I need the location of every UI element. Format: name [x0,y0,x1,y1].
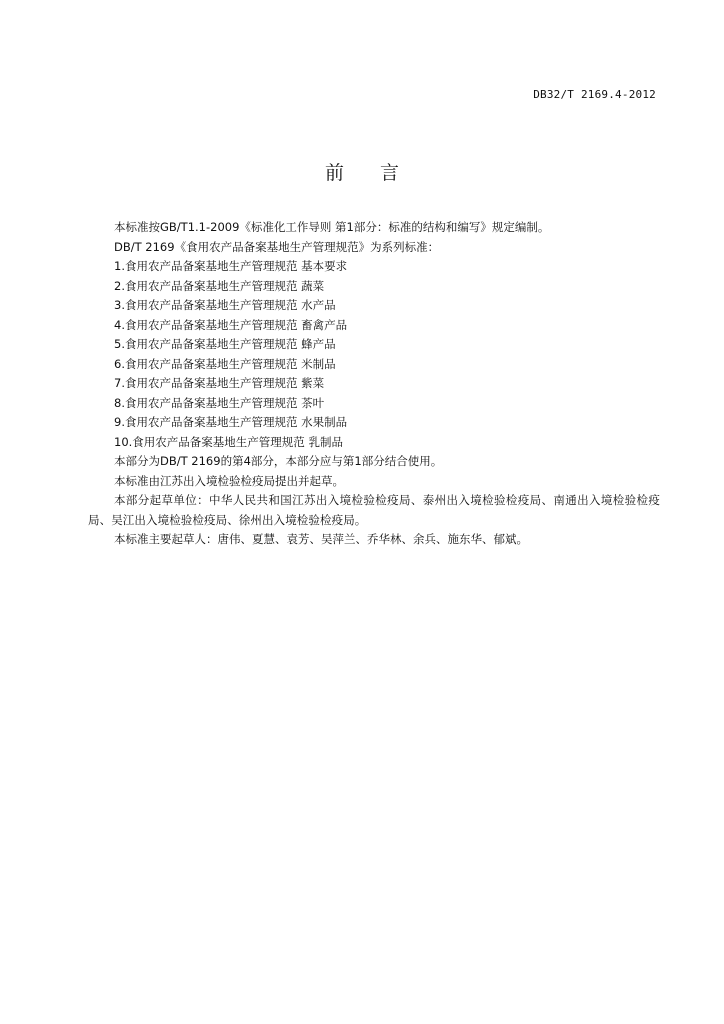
list-item: 7.食用农产品备案基地生产管理规范 紫菜 [114,376,325,390]
document-code: DB32/T 2169.4-2012 [533,88,656,101]
paragraph-proposer: 本标准由江苏出入境检验检疫局提出并起草。 [114,473,344,488]
list-item: 2.食用农产品备案基地生产管理规范 蔬菜 [114,278,325,293]
list-item: 8.食用农产品备案基地生产管理规范 茶叶 [114,395,325,410]
document-body [88,218,660,550]
paragraph-drafting-units: 本部分起草单位：中华人民共和国江苏出入境检验检疫局、泰州出入境检验检疫局、南通出入境检验检疫局、吴江出入境检验检疫局、徐州出入境检验检疫局。 [88,493,660,527]
paragraph-drafting-rules: 本标准按GB/T1.1-2009《标准化工作导则 第1部分：标准的结构和编写》规定编制。 [114,220,550,234]
list-item: 6.食用农产品备案基地生产管理规范 米制品 [114,356,336,371]
paragraph-series-intro: DB/T 2169《食用农产品备案基地生产管理规范》为系列标准： [114,239,440,254]
paragraph-drafters: 本标准主要起草人：唐伟、夏慧、袁芳、吴萍兰、乔华林、余兵、施东华、郁斌。 [114,532,528,546]
list-item: 4.食用农产品备案基地生产管理规范 畜禽产品 [114,317,348,332]
list-item: 10.食用农产品备案基地生产管理规范 乳制品 [114,434,343,449]
page-title: 前言 [324,162,435,184]
list-item: 5.食用农产品备案基地生产管理规范 蜂产品 [114,337,336,351]
list-item: 3.食用农产品备案基地生产管理规范 水产品 [114,298,336,312]
list-item: 9.食用农产品备案基地生产管理规范 水果制品 [114,415,348,429]
list-item: 1.食用农产品备案基地生产管理规范 基本要求 [114,259,348,273]
paragraph-part-note: 本部分为DB/T 2169的第4部分，本部分应与第1部分结合使用。 [114,454,443,468]
